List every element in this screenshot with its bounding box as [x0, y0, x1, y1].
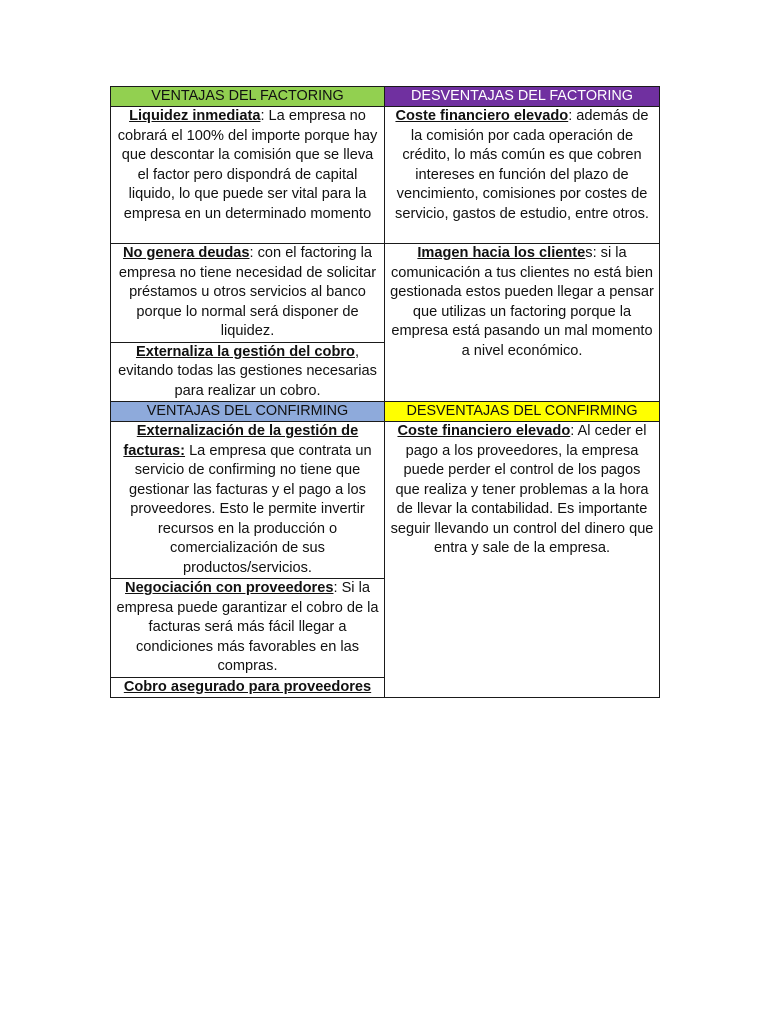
factoring-row [111, 107, 660, 244]
desventaja-title: Imagen hacia los cliente [417, 245, 586, 261]
desventajas-factoring-header-text: DESVENTAJAS DEL FACTORING [410, 88, 634, 104]
desventajas-factoring-header [385, 87, 660, 107]
desventaja-text: : además de la comisión por cada operación de crédito, lo más común es que cobren intereses en función del plazo de vencimiento, comisiones por costes de servicio, gastos de estudio, entre otros. [395, 108, 649, 222]
ventaja-title: Cobro asegurado para proveedores [123, 678, 372, 695]
comparison-table [110, 86, 660, 698]
ventaja-text: La empresa que contrata un servicio de confirming no tiene que gestionar las facturas y el pago a los proveedores. Esto le permite invertir recursos en la producción o comercialización de sus productos/servicios. [129, 442, 372, 576]
ventaja-confirming-cell [111, 579, 385, 678]
confirming-header-row [111, 402, 660, 422]
ventaja-confirming-cell [111, 422, 385, 579]
desventaja-factoring-cell [385, 107, 660, 244]
desventaja-factoring-cell [385, 244, 660, 402]
ventaja-confirming-cell [111, 677, 385, 698]
ventaja-title: Externaliza la gestión del cobro [135, 343, 355, 360]
desventajas-confirming-header [385, 402, 660, 422]
ventajas-confirming-header-text: VENTAJAS DEL CONFIRMING [146, 403, 349, 419]
ventaja-title: No genera deudas [122, 245, 250, 261]
desventaja-title: Coste financiero elevado [395, 108, 569, 124]
ventaja-text: : La empresa no cobrará el 100% del importe porque hay que descontar la comisión que se lleva el factor pero dispondrá de capital liquido, lo que puede ser vital para la empresa en un determinado momento [117, 108, 378, 222]
factoring-header-row [111, 87, 660, 107]
ventaja-text: , evitando todas las gestiones necesarias para realizar un cobro. [118, 343, 377, 399]
ventaja-text: : con el factoring la empresa no tiene necesidad de solicitar préstamos u otros servicios al banco porque lo normal será disponer de liquidez. [118, 245, 377, 339]
ventaja-title: Liquidez inmediata [129, 108, 261, 124]
desventaja-title: Coste financiero elevado [397, 423, 571, 439]
desventajas-confirming-header-text: DESVENTAJAS DEL CONFIRMING [406, 403, 638, 419]
ventaja-factoring-cell [111, 244, 385, 343]
ventaja-text: : Si la empresa puede garantizar el cobro de la facturas será más fácil llegar a condiciones más favorables en las compras. [116, 580, 379, 674]
confirming-row [111, 422, 660, 579]
factoring-row [111, 244, 660, 343]
desventaja-confirming-cell [385, 422, 660, 698]
ventaja-title: Externalización de la gestión de facturas: [123, 423, 359, 459]
desventaja-text: s: si la comunicación a tus clientes no está bien gestionada estos pueden llegar a pensar que utilizas un factoring porque la empresa está pasando un mal momento a nivel económico. [390, 245, 654, 359]
ventaja-factoring-cell [111, 107, 385, 244]
ventajas-factoring-header [111, 87, 385, 107]
ventaja-factoring-cell [111, 342, 385, 402]
desventaja-text: : Al ceder el pago a los proveedores, la empresa puede perder el control de los pagos que realiza y tener problemas a la hora de llevar la contabilidad. Es importante seguir llevando un control del dinero que entra y sale de la empresa. [390, 423, 654, 556]
ventaja-title: Negociación con proveedores [125, 580, 334, 596]
ventajas-confirming-header [111, 402, 385, 422]
ventajas-factoring-header-text: VENTAJAS DEL FACTORING [151, 88, 344, 104]
